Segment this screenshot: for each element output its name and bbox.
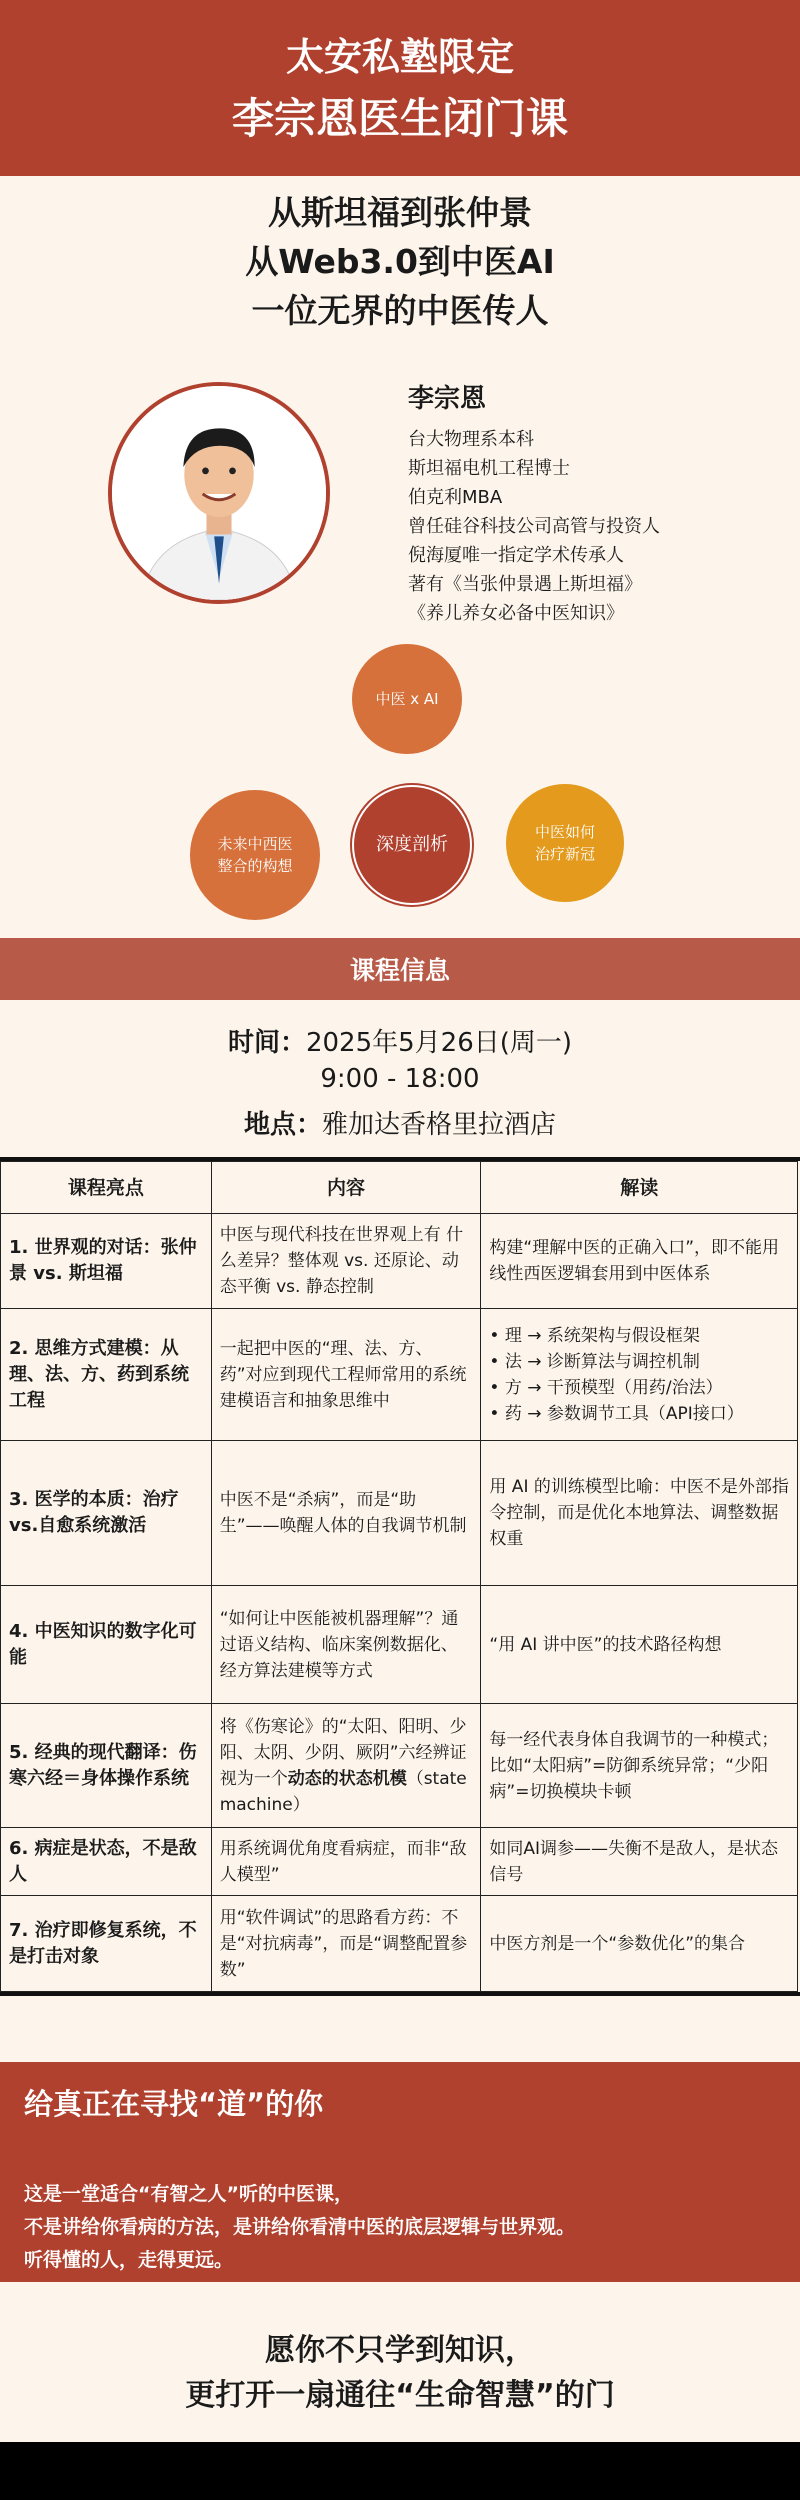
bio-line: 台大物理系本科 — [408, 429, 534, 450]
highlight-cell: 7. 治疗即修复系统，不是打击对象 — [1, 1896, 212, 1992]
highlight-cell: 3. 医学的本质：治疗vs.自愈系统激活 — [1, 1441, 212, 1586]
interpretation-cell: 中医方剂是一个“参数优化”的集合 — [481, 1896, 798, 1992]
topic-covid-label: 中医如何 — [534, 823, 595, 841]
footer-bar — [0, 2442, 800, 2500]
closing-title: 给真正在寻找“道”的你 — [24, 2087, 324, 2121]
interpretation-cell: 构建“理解中医的正确入口”，即不能用线性西医逻辑套用到中医体系 — [481, 1214, 798, 1309]
bio-line: 著有《当张仲景遇上斯坦福》 — [408, 574, 642, 595]
place-label: 地点： — [243, 1110, 322, 1140]
course-place — [0, 1104, 800, 1141]
course-table — [0, 1157, 800, 1996]
interpretation-cell: “用 AI 讲中医”的技术路径构想 — [481, 1586, 798, 1704]
bio-line: 斯坦福电机工程博士 — [408, 458, 570, 479]
highlight-cell: 1. 世界观的对话：张仲景 vs. 斯坦福 — [1, 1214, 212, 1309]
content-cell — [211, 1704, 481, 1828]
highlight-cell: 4. 中医知识的数字化可能 — [1, 1586, 212, 1704]
table-row — [1, 1896, 798, 1992]
topic-integration-circle — [190, 790, 320, 920]
closing-line: 听得懂的人，走得更远。 — [24, 2249, 234, 2271]
highlight-cell: 2. 思维方式建模：从理、法、方、药到系统工程 — [1, 1309, 212, 1441]
subtitle-line: 从Web3.0到中医AI — [245, 242, 555, 281]
closing-section — [0, 2062, 800, 2282]
interpretation-line: • 法 → 诊断算法与调控机制 — [489, 1351, 700, 1372]
content-cell: 用系统调优角度看病症，而非“敌人模型” — [211, 1828, 481, 1896]
topic-center-label: 深度剖析 — [376, 834, 448, 855]
course-info-title: 课程信息 — [349, 956, 450, 985]
topic-covid-circle — [506, 784, 624, 902]
content-text: （state machine） — [219, 1768, 467, 1815]
content-text: 将《伤寒论》的“太阳、阳明、少阳、太阴、少阴、厥阴”六经辨证视为一个 — [219, 1716, 467, 1789]
subtitle-line: 从斯坦福到张仲景 — [268, 193, 532, 232]
interpretation-line: • 理 → 系统架构与假设框架 — [489, 1325, 700, 1346]
place-value: 雅加达香格里拉酒店 — [322, 1110, 557, 1140]
course-time-range: 9:00 - 18:00 — [320, 1064, 480, 1094]
wish-line: 更打开一扇通往“生命智慧”的门 — [185, 2378, 615, 2413]
doctor-photo — [108, 382, 330, 604]
highlight-cell: 6. 病症是状态，不是敌人 — [1, 1828, 212, 1896]
interpretation-cell: 如同AI调参——失衡不是敌人，是状态信号 — [481, 1828, 798, 1896]
time-label: 时间： — [227, 1028, 306, 1058]
interpretation-line: • 药 → 参数调节工具（API接口） — [489, 1403, 744, 1424]
topic-ai-circle — [352, 644, 462, 754]
subtitle-line: 一位无界的中医传人 — [251, 291, 549, 330]
course-info-heading — [0, 938, 800, 1000]
header-banner — [0, 0, 800, 176]
bio-line: 曾任硅谷科技公司高管与投资人 — [408, 516, 660, 537]
table-header-row — [1, 1162, 798, 1214]
bio-line: 伯克利MBA — [408, 487, 503, 508]
doctor-portrait-icon — [112, 386, 326, 600]
closing-paragraph — [24, 2178, 575, 2277]
header-title: 李宗恩医生闭门课 — [231, 94, 568, 143]
table-row — [1, 1586, 798, 1704]
table-header: 课程亮点 — [1, 1162, 212, 1214]
table-header: 解读 — [481, 1162, 798, 1214]
subtitle — [0, 188, 800, 335]
doctor-name: 李宗恩 — [408, 384, 487, 414]
table-row — [1, 1828, 798, 1896]
table-row — [1, 1214, 798, 1309]
highlight-cell: 5. 经典的现代翻译：伤寒六经＝身体操作系统 — [1, 1704, 212, 1828]
content-cell: 一起把中医的“理、法、方、药”对应到现代工程师常用的系统建模语言和抽象思维中 — [211, 1309, 481, 1441]
interpretation-line: • 方 → 干预模型（用药/治法） — [489, 1377, 723, 1398]
header-line1: 太安私塾限定 — [285, 35, 514, 79]
bio-line: 倪海厦唯一指定学术传承人 — [408, 545, 624, 566]
table-row — [1, 1704, 798, 1828]
table-row — [1, 1441, 798, 1586]
topic-center-circle — [352, 785, 472, 905]
topic-integration-label: 整合的构想 — [217, 857, 293, 875]
table-header: 内容 — [211, 1162, 481, 1214]
content-cell: “如何让中医能被机器理解”？通过语义结构、临床案例数据化、经方算法建模等方式 — [211, 1586, 481, 1704]
bio-line: 《养儿养女必备中医知识》 — [408, 603, 624, 624]
closing-line: 不是讲给你看病的方法，是讲给你看清中医的底层逻辑与世界观。 — [24, 2216, 576, 2238]
content-emphasis: 动态的状态机模 — [287, 1768, 407, 1789]
wish-line: 愿你不只学到知识， — [265, 2333, 535, 2368]
content-cell: 用“软件调试”的思路看方药：不是“对抗病毒”，而是“调整配置参数” — [211, 1896, 481, 1992]
interpretation-cell: 每一经代表身体自我调节的一种模式；比如“太阳病”=防御系统异常；“少阳病”=切换模块卡顿 — [481, 1704, 798, 1828]
doctor-bio — [408, 378, 660, 628]
closing-line: 这是一堂适合“有智之人”听的中医课， — [24, 2183, 353, 2205]
course-time — [0, 1022, 800, 1059]
table-row — [1, 1309, 798, 1441]
content-cell: 中医不是“杀病”，而是“助生”——唤醒人体的自我调节机制 — [211, 1441, 481, 1586]
interpretation-cell: 用 AI 的训练模型比喻：中医不是外部指令控制，而是优化本地算法、调整数据权重 — [481, 1441, 798, 1586]
topic-covid-label: 治疗新冠 — [534, 845, 595, 863]
topic-integration-label: 未来中西医 — [217, 835, 293, 853]
interpretation-cell — [481, 1309, 798, 1441]
content-cell: 中医与现代科技在世界观上有 什么差异？整体观 vs. 还原论、动态平衡 vs. 静态控制 — [211, 1214, 481, 1309]
topic-ai-label: 中医 x AI — [375, 690, 439, 708]
time-value: 2025年5月26日(周一) — [305, 1028, 573, 1058]
